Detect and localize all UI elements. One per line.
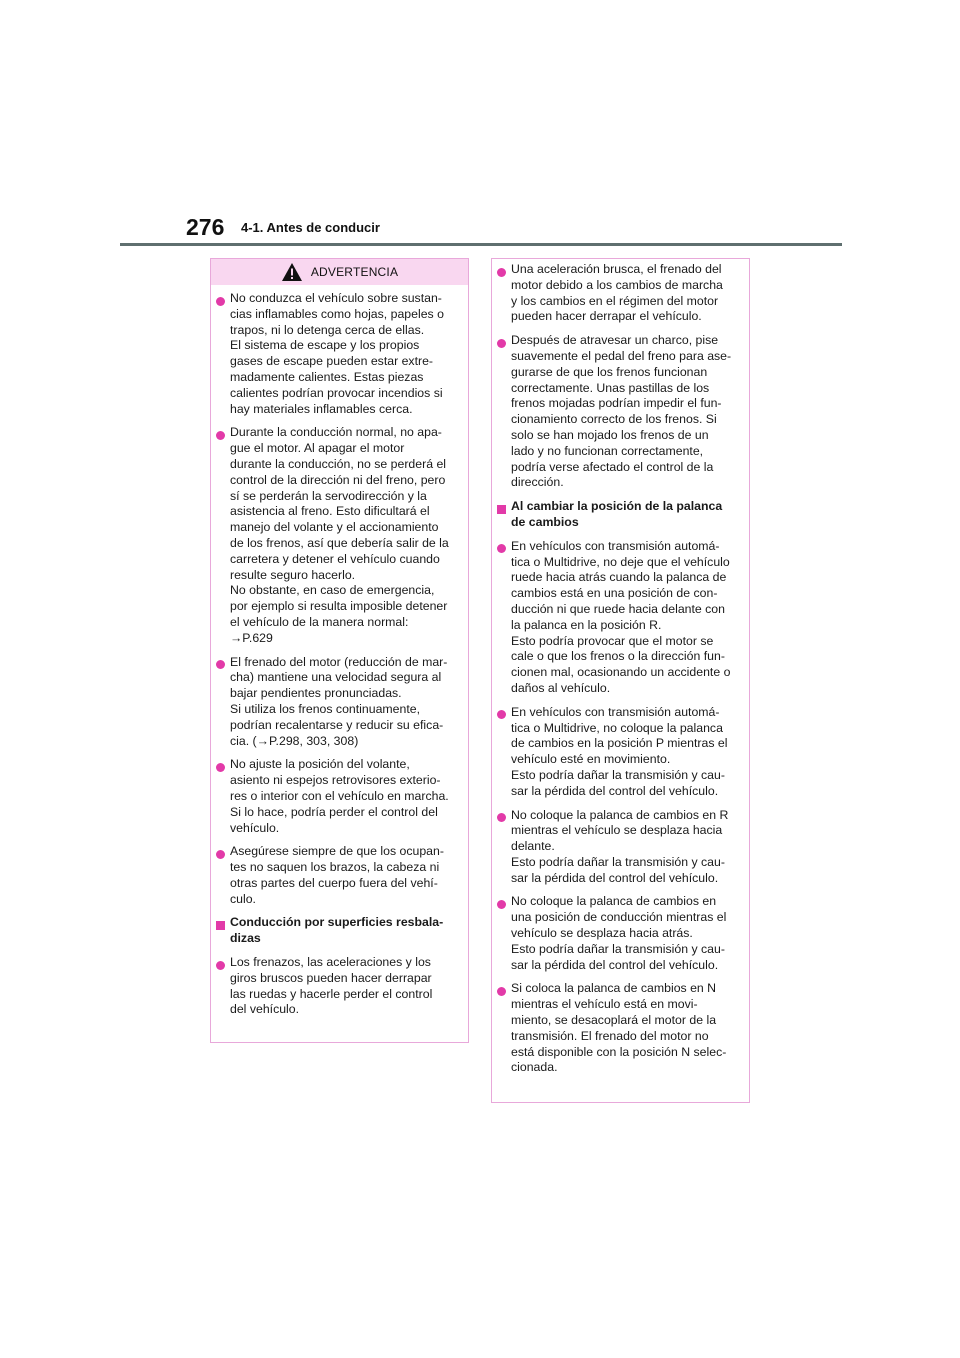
circle-bullet-icon [216, 431, 225, 440]
circle-bullet-icon [497, 339, 506, 348]
bullet-wrap [496, 894, 511, 910]
warning-item-text: No conduzca el vehículo sobre sustan- cias inflamables como hojas, papeles o trapos, ni lo detenga cerca de ellas. El sistema de escape y los propios gases de escape pueden estar extre- madamente calientes. Estas piezas calientes podrían provocar incendios si hay materiales inflamables cerca. [230, 291, 444, 416]
section-title: 4-1. Antes de conducir [241, 220, 380, 235]
warning-item-text: No coloque la palanca de cambios en R mientras el vehículo se desplaza hacia delante. Esto podría dañar la transmisión y cau- sar la pérdida del control del vehículo. [511, 807, 729, 885]
warning-item-text: Asegúrese siempre de que los ocupan- tes no saquen los brazos, la cabeza ni otras partes del cuerpo fuera del vehí- culo. [230, 844, 444, 906]
circle-bullet-icon [497, 268, 506, 277]
warning-item-text: No coloque la palanca de cambios en una posición de conducción mientras el vehículo se desplaza hacia atrás. Esto podría dañar la transmisión y cau- sar la pérdida del control del vehículo. [511, 894, 727, 972]
warning-item [496, 262, 741, 325]
warning-item [215, 655, 460, 750]
warning-item [496, 705, 741, 800]
subheading-text: Al cambiar la posición de la palanca de cambios [511, 499, 723, 529]
warning-item [496, 894, 741, 973]
bullet-wrap [496, 499, 511, 515]
circle-bullet-icon [497, 544, 506, 553]
bullet-wrap [496, 539, 511, 555]
warning-item [215, 757, 460, 836]
circle-bullet-icon [497, 987, 506, 996]
warning-item [496, 808, 741, 887]
warning-item-text: Los frenazos, las aceleraciones y los giros bruscos pueden hacer derrapar las ruedas y hacerle perder el control del vehículo. [230, 955, 433, 1017]
warning-item-text: Una aceleración brusca, el frenado del motor debido a los cambios de marcha y los cambios en el régimen del motor pueden hacer derrapar el vehículo. [511, 262, 723, 324]
warning-box [210, 258, 469, 1043]
warning-left-content [211, 285, 468, 1018]
warning-item [496, 539, 741, 697]
bullet-wrap [215, 655, 230, 671]
bullet-wrap [215, 844, 230, 860]
warning-triangle-icon [281, 262, 303, 282]
warning-item [215, 291, 460, 417]
warning-item [496, 333, 741, 491]
warning-item [215, 425, 460, 646]
warning-item [496, 981, 741, 1076]
bullet-wrap [215, 757, 230, 773]
header-rule [120, 243, 842, 246]
square-bullet-icon [216, 921, 225, 930]
circle-bullet-icon [497, 900, 506, 909]
warning-item [215, 844, 460, 907]
bullet-wrap [215, 291, 230, 307]
warning-item-text: Después de atravesar un charco, pise suavemente el pedal del freno para ase- gurarse de que los frenos funcionan correctamente. Unas pastillas de los frenos mojadas podrían impedir el fun- cionamiento correcto de los frenos. Si solo se han mojado los frenos de un lado y no funcionan correctamente, podría verse afectado el control de la dirección. [511, 333, 732, 490]
circle-bullet-icon [497, 813, 506, 822]
circle-bullet-icon [216, 297, 225, 306]
circle-bullet-icon [216, 961, 225, 970]
warning-box-continued [491, 258, 750, 1103]
bullet-wrap [496, 262, 511, 278]
circle-bullet-icon [216, 850, 225, 859]
warning-right-content [492, 259, 749, 1076]
bullet-wrap [496, 333, 511, 349]
circle-bullet-icon [497, 710, 506, 719]
warning-header [211, 259, 468, 285]
circle-bullet-icon [216, 660, 225, 669]
subheading-text: Conducción por superficies resbala- dizas [230, 915, 444, 946]
warning-item-text: En vehículos con transmisión automá- tica o Multidrive, no deje que el vehículo ruede hacia atrás cuando la palanca de cambios está en una posición de con- ducción ni que ruede hacia delante con la palanca en la posición R. Esto podría provocar que el motor se cale o que los frenos o la dirección fun- cionen mal, ocasionando un accidente o daños al vehículo. [511, 538, 731, 695]
bullet-wrap [215, 955, 230, 971]
warning-item-text: Si coloca la palanca de cambios en N mientras el vehículo está en movi- miento, se desacoplará el motor de la transmisión. El frenado del motor no está disponible con la posición N selec- cionada. [511, 981, 727, 1075]
subheading [215, 915, 460, 947]
bullet-wrap [496, 808, 511, 824]
bullet-wrap [496, 981, 511, 997]
warning-title: ADVERTENCIA [310, 265, 399, 279]
warning-item-text: No ajuste la posición del volante, asiento ni espejos retrovisores exterio- res o interior con el vehículo en marcha. Si lo hace, podría perder el control del vehículo. [230, 757, 449, 835]
bullet-wrap [215, 425, 230, 441]
subheading [496, 499, 741, 531]
circle-bullet-icon [216, 763, 225, 772]
square-bullet-icon [497, 505, 506, 514]
warning-item-text: Durante la conducción normal, no apa- gue el motor. Al apagar el motor durante la conducción, no se perderá el control de la dirección ni del freno, pero sí se perderán la servodirección y la asistencia al freno. Esto dificultará el manejo del volante y el accionamiento de los frenos, así que debería salir de la carretera y detener el vehículo cuando resulte seguro hacerlo. No obstante, en caso de emergencia, por ejemplo si resulta imposible detener el vehículo de la manera normal: →P.629 [230, 425, 449, 645]
warning-item-text: En vehículos con transmisión automá- tica o Multidrive, no coloque la palanca de cambios en la posición P mientras el vehículo esté en movimiento. Esto podría dañar la transmisión y cau- sar la pérdida del control del vehículo. [511, 704, 728, 798]
warning-item-text: El frenado del motor (reducción de mar- cha) mantiene una velocidad segura al bajar pendientes pronunciadas. Si utiliza los frenos continuamente, podrían recalentarse y reducir su efica- cia. (→P.298, 303, 308) [230, 654, 448, 748]
bullet-wrap [215, 915, 230, 931]
page-number: 276 [186, 214, 225, 240]
warning-item [215, 955, 460, 1018]
bullet-wrap [496, 705, 511, 721]
